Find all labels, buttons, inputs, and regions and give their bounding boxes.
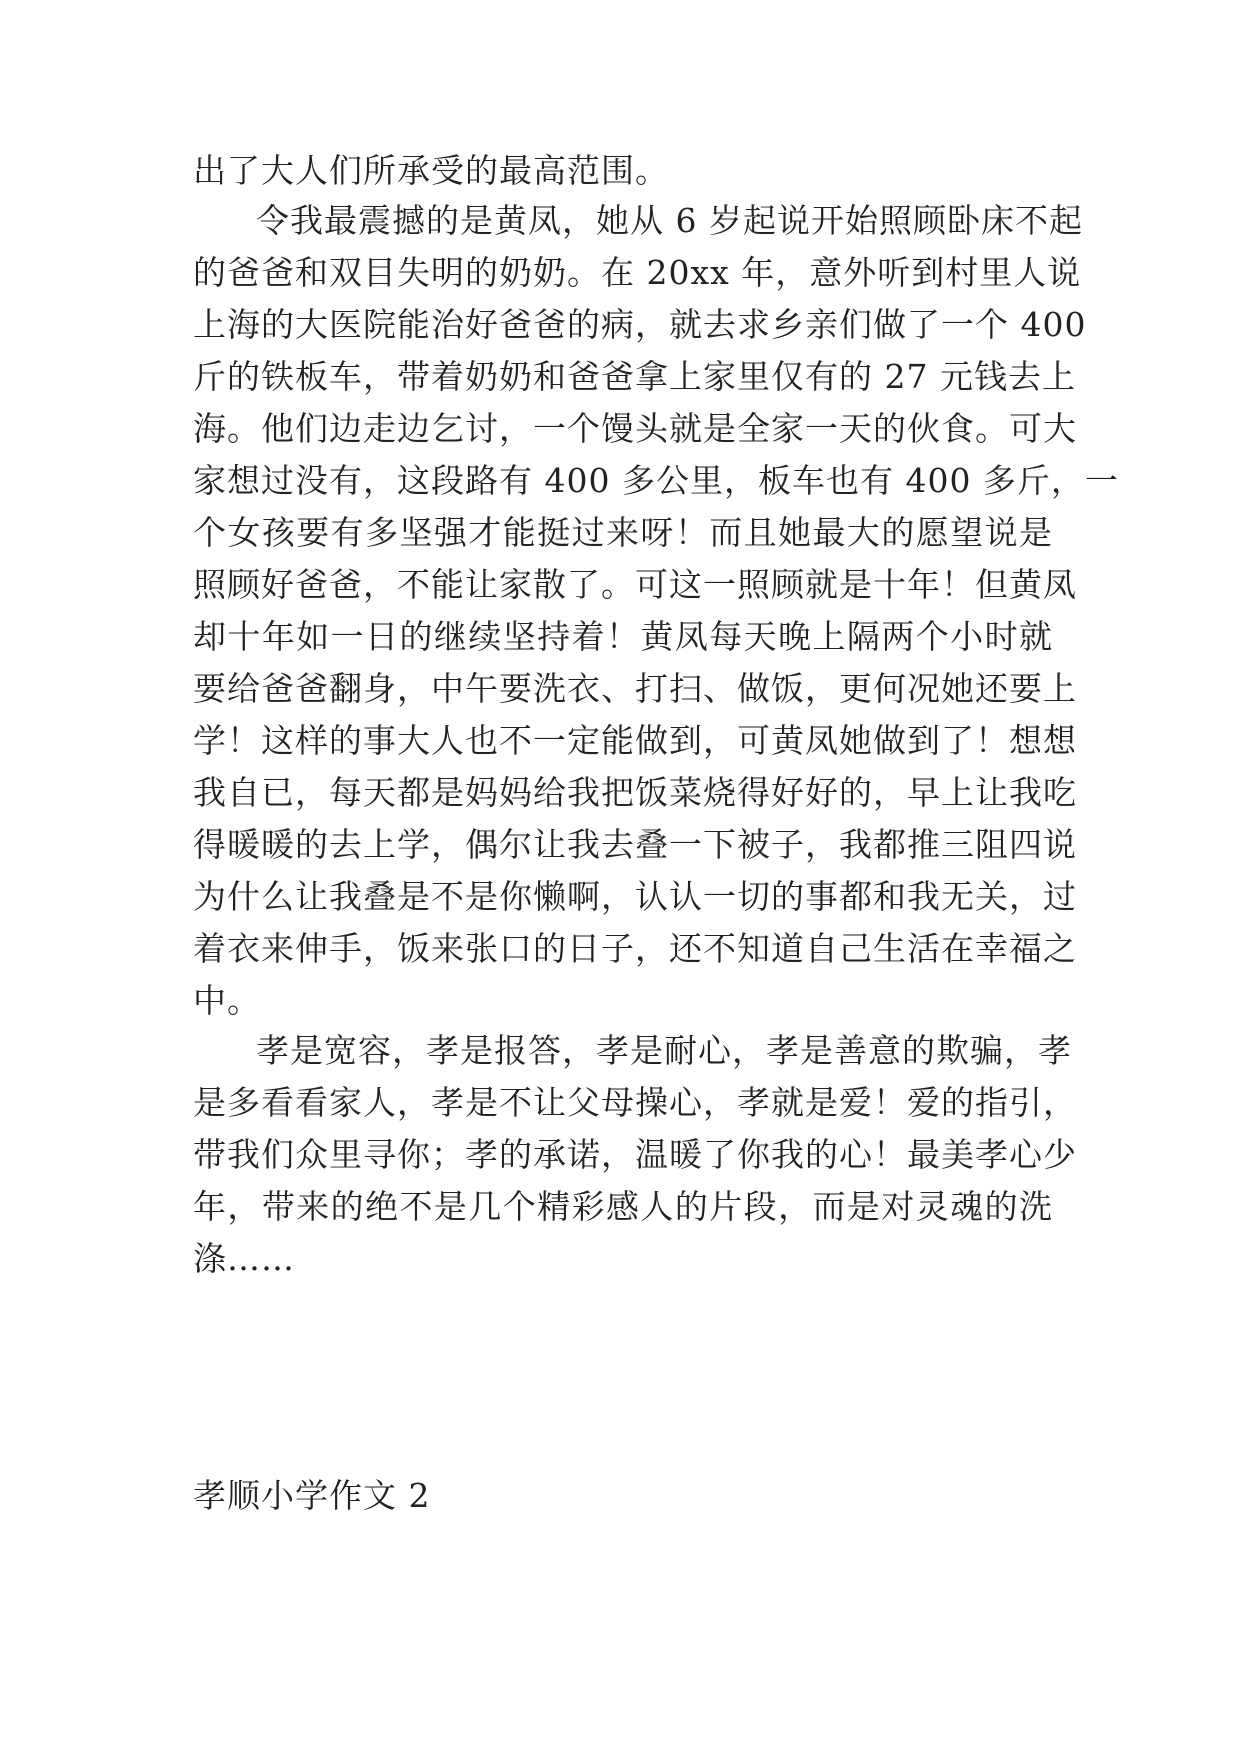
text-line: 得暖暖的去上学，偶尔让我去叠一下被子，我都推三阻四说 xyxy=(193,825,1077,864)
text-line: 中。 xyxy=(193,981,261,1020)
text-line: 着衣来伸手，饭来张口的日子，还不知道自己生活在幸福之 xyxy=(193,929,1077,968)
text-line: 孝是宽容，孝是报答，孝是耐心，孝是善意的欺骗，孝 xyxy=(256,1031,1072,1070)
section-heading: 孝顺小学作文 2 xyxy=(193,1476,431,1515)
text-line: 要给爸爸翻身，中午要洗衣、打扫、做饭，更何况她还要上 xyxy=(193,669,1077,708)
text-line: 上海的大医院能治好爸爸的病，就去求乡亲们做了一个 400 xyxy=(193,305,1087,344)
text-line: 海。他们边走边乞讨，一个馒头就是全家一天的伙食。可大 xyxy=(193,409,1077,448)
text-line: 年，带来的绝不是几个精彩感人的片段，而是对灵魂的洗 xyxy=(193,1187,1053,1226)
text-line: 带我们众里寻你；孝的承诺，温暖了你我的心！最美孝心少 xyxy=(193,1135,1077,1174)
text-line: 为什么让我叠是不是你懒啊，认认一切的事都和我无关，过 xyxy=(193,877,1077,916)
text-line: 个女孩要有多坚强才能挺过来呀！而且她最大的愿望说是 xyxy=(193,513,1053,552)
text-line: 学！这样的事大人也不一定能做到，可黄凤她做到了！想想 xyxy=(193,721,1077,760)
text-line: 家想过没有，这段路有 400 多公里，板车也有 400 多斤，一 xyxy=(193,461,1119,500)
text-line: 斤的铁板车，带着奶奶和爸爸拿上家里仅有的 27 元钱去上 xyxy=(193,357,1076,396)
text-line: 令我最震撼的是黄凤，她从 6 岁起说开始照顾卧床不起 xyxy=(256,201,1083,240)
text-line: 照顾好爸爸，不能让家散了。可这一照顾就是十年！但黄凤 xyxy=(193,565,1077,604)
text-line: 却十年如一日的继续坚持着！黄凤每天晚上隔两个小时就 xyxy=(193,617,1053,656)
text-line: 涤…… xyxy=(193,1239,295,1278)
text-line: 是多看看家人，孝是不让父母操心，孝就是爱！爱的指引， xyxy=(193,1083,1077,1122)
text-line: 出了大人们所承受的最高范围。 xyxy=(193,151,669,190)
text-line: 的爸爸和双目失明的奶奶。在 20xx 年，意外听到村里人说 xyxy=(193,253,1082,292)
text-line: 我自已，每天都是妈妈给我把饭菜烧得好好的，早上让我吃 xyxy=(193,773,1077,812)
